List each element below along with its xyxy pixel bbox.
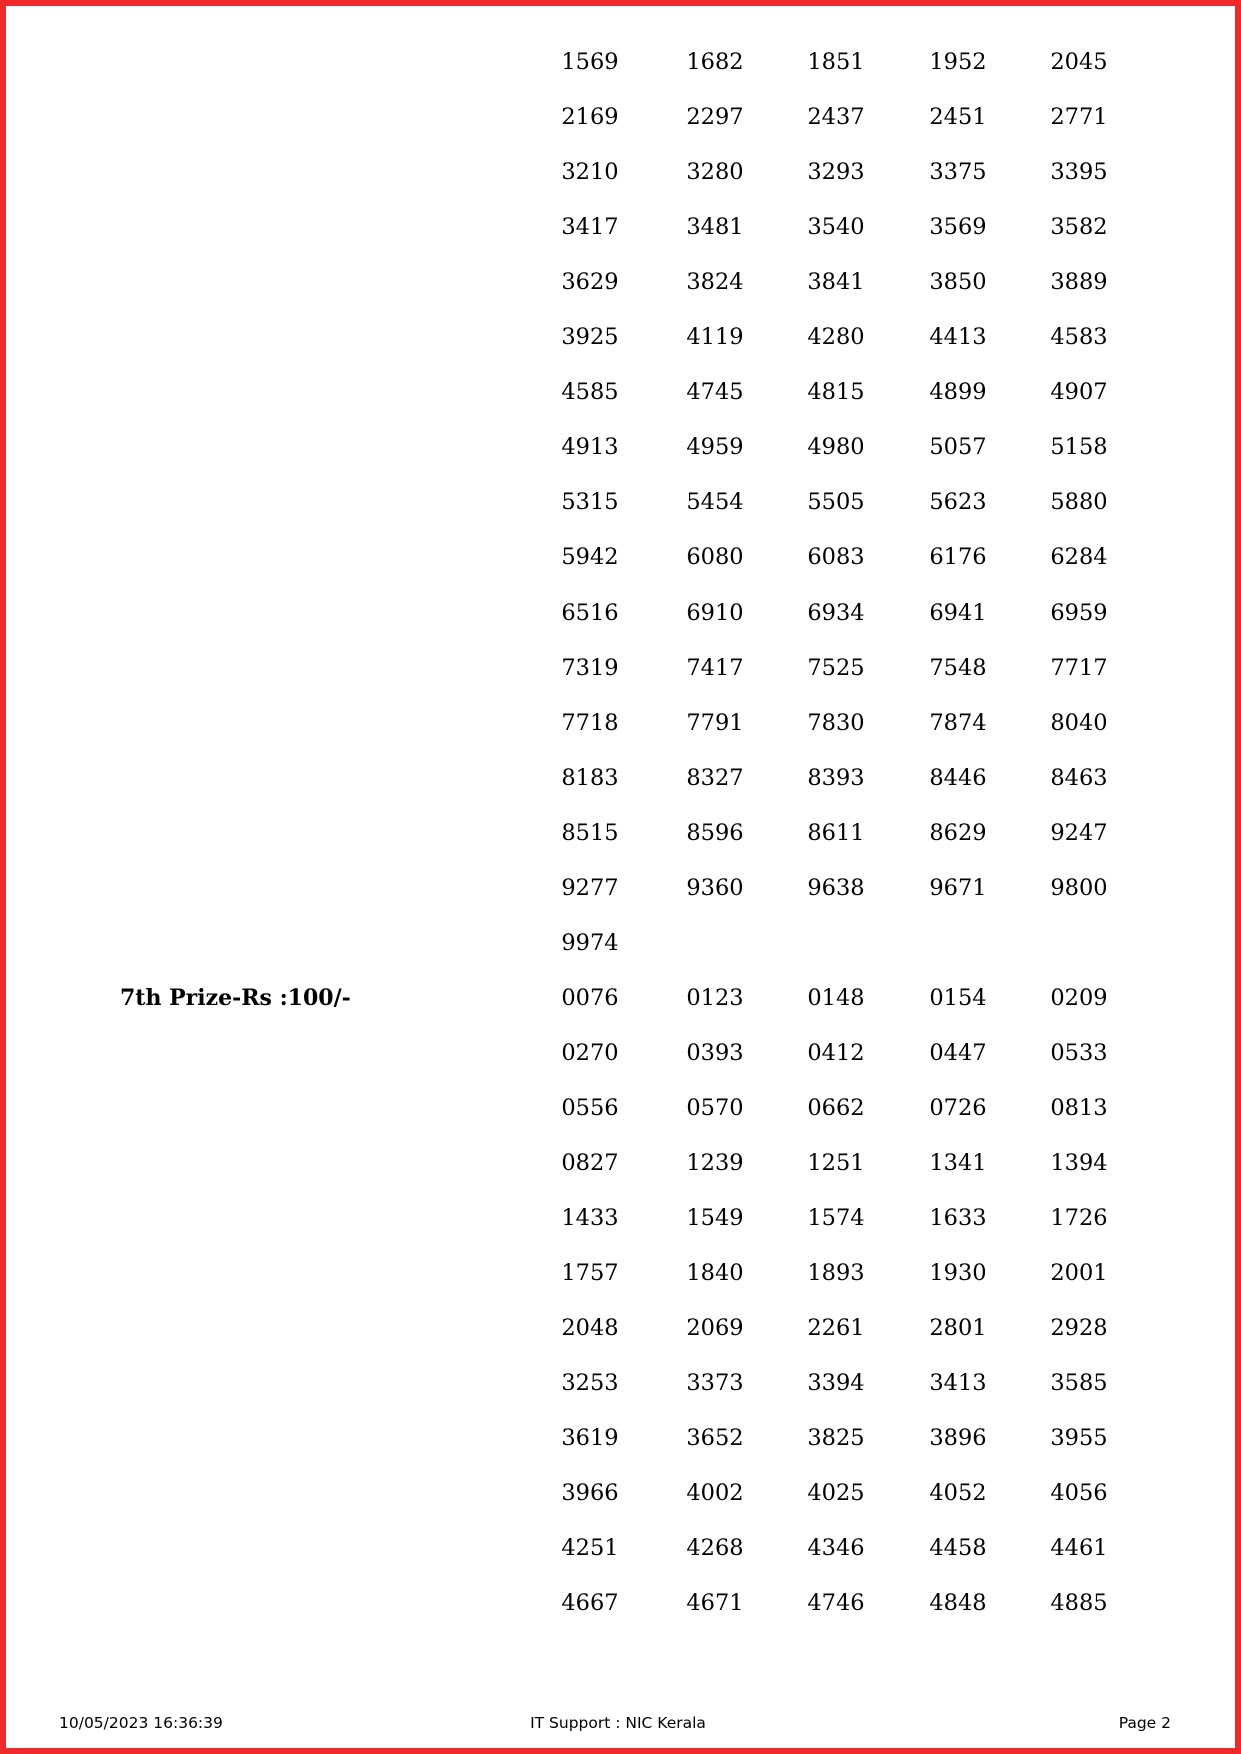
winning-number: 4461 — [1050, 1535, 1108, 1562]
winning-number: 9277 — [561, 874, 619, 901]
winning-number: 1574 — [807, 1205, 865, 1232]
winning-number: 6910 — [686, 599, 744, 626]
winning-number: 2771 — [1050, 104, 1108, 131]
winning-number: 4583 — [1050, 324, 1108, 351]
winning-number: 7417 — [686, 654, 744, 681]
winning-number: 1239 — [686, 1150, 744, 1176]
winning-number: 2048 — [561, 1315, 619, 1342]
winning-number: 3841 — [807, 269, 865, 296]
winning-number: 4119 — [686, 324, 744, 351]
winning-number: 8446 — [929, 764, 987, 791]
winning-number: 3375 — [929, 159, 987, 186]
winning-number: 0556 — [561, 1094, 619, 1121]
winning-number: 3417 — [561, 214, 619, 241]
winning-number: 4052 — [929, 1480, 987, 1507]
winning-number: 6176 — [929, 544, 987, 571]
winning-number: 3896 — [929, 1425, 987, 1452]
winning-number: 1549 — [686, 1205, 744, 1232]
winning-number: 8183 — [561, 764, 619, 791]
winning-number: 0393 — [686, 1039, 744, 1066]
footer-page-number: Page 2 — [1118, 1714, 1171, 1732]
winning-number: 4458 — [929, 1535, 987, 1562]
winning-number: 3955 — [1050, 1425, 1108, 1452]
winning-number: 4346 — [807, 1535, 865, 1562]
winning-number: 4667 — [561, 1590, 619, 1617]
winning-number: 4002 — [686, 1480, 744, 1507]
winning-number: 7525 — [807, 654, 865, 681]
winning-number: 4671 — [686, 1590, 744, 1617]
winning-number: 2451 — [929, 104, 987, 131]
winning-number: 1341 — [929, 1150, 987, 1176]
winning-number: 1394 — [1050, 1150, 1108, 1176]
winning-number: 4959 — [686, 434, 744, 461]
winning-number: 1757 — [561, 1260, 619, 1287]
winning-number: 4885 — [1050, 1590, 1108, 1617]
winning-number: 9360 — [686, 874, 744, 901]
winning-number: 3253 — [561, 1370, 619, 1397]
winning-number: 3540 — [807, 214, 865, 241]
winning-number: 3824 — [686, 269, 744, 296]
winning-number: 3569 — [929, 214, 987, 241]
winning-number: 7874 — [929, 709, 987, 736]
winning-number: 7319 — [561, 654, 619, 681]
winning-number: 6959 — [1050, 599, 1108, 626]
winning-number: 3413 — [929, 1370, 987, 1397]
winning-number: 3629 — [561, 269, 619, 296]
winning-number: 9638 — [807, 874, 865, 901]
winning-number: 5315 — [561, 489, 619, 516]
winning-number: 1682 — [686, 49, 744, 75]
winning-number: 6083 — [807, 544, 865, 571]
winning-number: 7830 — [807, 709, 865, 736]
winning-number: 7548 — [929, 654, 987, 681]
winning-number: 3619 — [561, 1425, 619, 1452]
winning-number: 5942 — [561, 544, 619, 571]
winning-number: 4746 — [807, 1590, 865, 1617]
winning-number: 2169 — [561, 104, 619, 131]
winning-number: 7717 — [1050, 654, 1108, 681]
winning-number: 4745 — [686, 379, 744, 406]
winning-number: 2928 — [1050, 1315, 1108, 1342]
winning-number: 1251 — [807, 1150, 865, 1176]
winning-number: 3373 — [686, 1370, 744, 1397]
winning-number: 4815 — [807, 379, 865, 406]
winning-number: 4280 — [807, 324, 865, 351]
winning-number: 0813 — [1050, 1094, 1108, 1121]
winning-number: 0827 — [561, 1150, 619, 1176]
winning-number: 0154 — [929, 984, 987, 1011]
winning-number: 6934 — [807, 599, 865, 626]
winning-number: 0533 — [1050, 1039, 1108, 1066]
winning-number: 4413 — [929, 324, 987, 351]
winning-number: 0447 — [929, 1039, 987, 1066]
winning-number: 3585 — [1050, 1370, 1108, 1397]
winning-number: 0076 — [561, 984, 619, 1011]
winning-number: 3889 — [1050, 269, 1108, 296]
winning-number: 7791 — [686, 709, 744, 736]
winning-number: 6284 — [1050, 544, 1108, 571]
winning-number: 4025 — [807, 1480, 865, 1507]
winning-number: 3966 — [561, 1480, 619, 1507]
winning-number: 5057 — [929, 434, 987, 461]
winning-number: 3825 — [807, 1425, 865, 1452]
winning-number: 2437 — [807, 104, 865, 131]
footer-timestamp: 10/05/2023 16:36:39 — [59, 1714, 223, 1732]
winning-number: 1726 — [1050, 1205, 1108, 1232]
winning-number: 0662 — [807, 1094, 865, 1121]
winning-number: 3582 — [1050, 214, 1108, 241]
winning-number: 3481 — [686, 214, 744, 241]
winning-number: 8463 — [1050, 764, 1108, 791]
winning-number: 0148 — [807, 984, 865, 1011]
winning-number: 3210 — [561, 159, 619, 186]
winning-number: 1893 — [807, 1260, 865, 1287]
winning-number: 0270 — [561, 1039, 619, 1066]
winning-number: 0570 — [686, 1094, 744, 1121]
winning-number: 1930 — [929, 1260, 987, 1287]
winning-number: 4913 — [561, 434, 619, 461]
winning-number: 1569 — [561, 49, 619, 75]
winning-number: 4268 — [686, 1535, 744, 1562]
winning-number: 3394 — [807, 1370, 865, 1397]
winning-number: 3293 — [807, 159, 865, 186]
winning-number: 5158 — [1050, 434, 1108, 461]
winning-number: 0123 — [686, 984, 744, 1011]
winning-number: 2297 — [686, 104, 744, 131]
winning-number: 2801 — [929, 1315, 987, 1342]
winning-number: 5454 — [686, 489, 744, 516]
winning-number: 8515 — [561, 819, 619, 846]
winning-number: 2045 — [1050, 49, 1108, 75]
winning-number: 4980 — [807, 434, 865, 461]
winning-number: 7718 — [561, 709, 619, 736]
winning-number: 1952 — [929, 49, 987, 75]
winning-number: 6516 — [561, 599, 619, 626]
winning-number: 9800 — [1050, 874, 1108, 901]
winning-number: 8611 — [807, 819, 865, 846]
winning-number: 8596 — [686, 819, 744, 846]
winning-number: 4848 — [929, 1590, 987, 1617]
winning-number: 9247 — [1050, 819, 1108, 846]
winning-number: 5505 — [807, 489, 865, 516]
winning-number: 9974 — [561, 929, 619, 956]
winning-number: 4899 — [929, 379, 987, 406]
winning-number: 8040 — [1050, 709, 1108, 736]
winning-number: 3395 — [1050, 159, 1108, 186]
footer-support: IT Support : NIC Kerala — [530, 1714, 706, 1732]
winning-number: 9671 — [929, 874, 987, 901]
winning-number: 0412 — [807, 1039, 865, 1066]
winning-number: 4251 — [561, 1535, 619, 1562]
winning-number: 0209 — [1050, 984, 1108, 1011]
winning-number: 3925 — [561, 324, 619, 351]
winning-number: 2069 — [686, 1315, 744, 1342]
winning-number: 5880 — [1050, 489, 1108, 516]
winning-number: 3850 — [929, 269, 987, 296]
winning-number: 6080 — [686, 544, 744, 571]
winning-number: 3652 — [686, 1425, 744, 1452]
winning-number: 8393 — [807, 764, 865, 791]
prize-heading: 7th Prize-Rs :100/- — [120, 984, 351, 1011]
winning-number: 4056 — [1050, 1480, 1108, 1507]
winning-number: 1633 — [929, 1205, 987, 1232]
winning-number: 8327 — [686, 764, 744, 791]
winning-number: 5623 — [929, 489, 987, 516]
winning-number: 1433 — [561, 1205, 619, 1232]
winning-number: 8629 — [929, 819, 987, 846]
winning-number: 1840 — [686, 1260, 744, 1287]
winning-number: 1851 — [807, 49, 865, 75]
winning-number: 4585 — [561, 379, 619, 406]
winning-number: 4907 — [1050, 379, 1108, 406]
winning-number: 0726 — [929, 1094, 987, 1121]
winning-number: 2001 — [1050, 1260, 1108, 1287]
winning-number: 6941 — [929, 599, 987, 626]
winning-number: 2261 — [807, 1315, 865, 1342]
winning-number: 3280 — [686, 159, 744, 186]
